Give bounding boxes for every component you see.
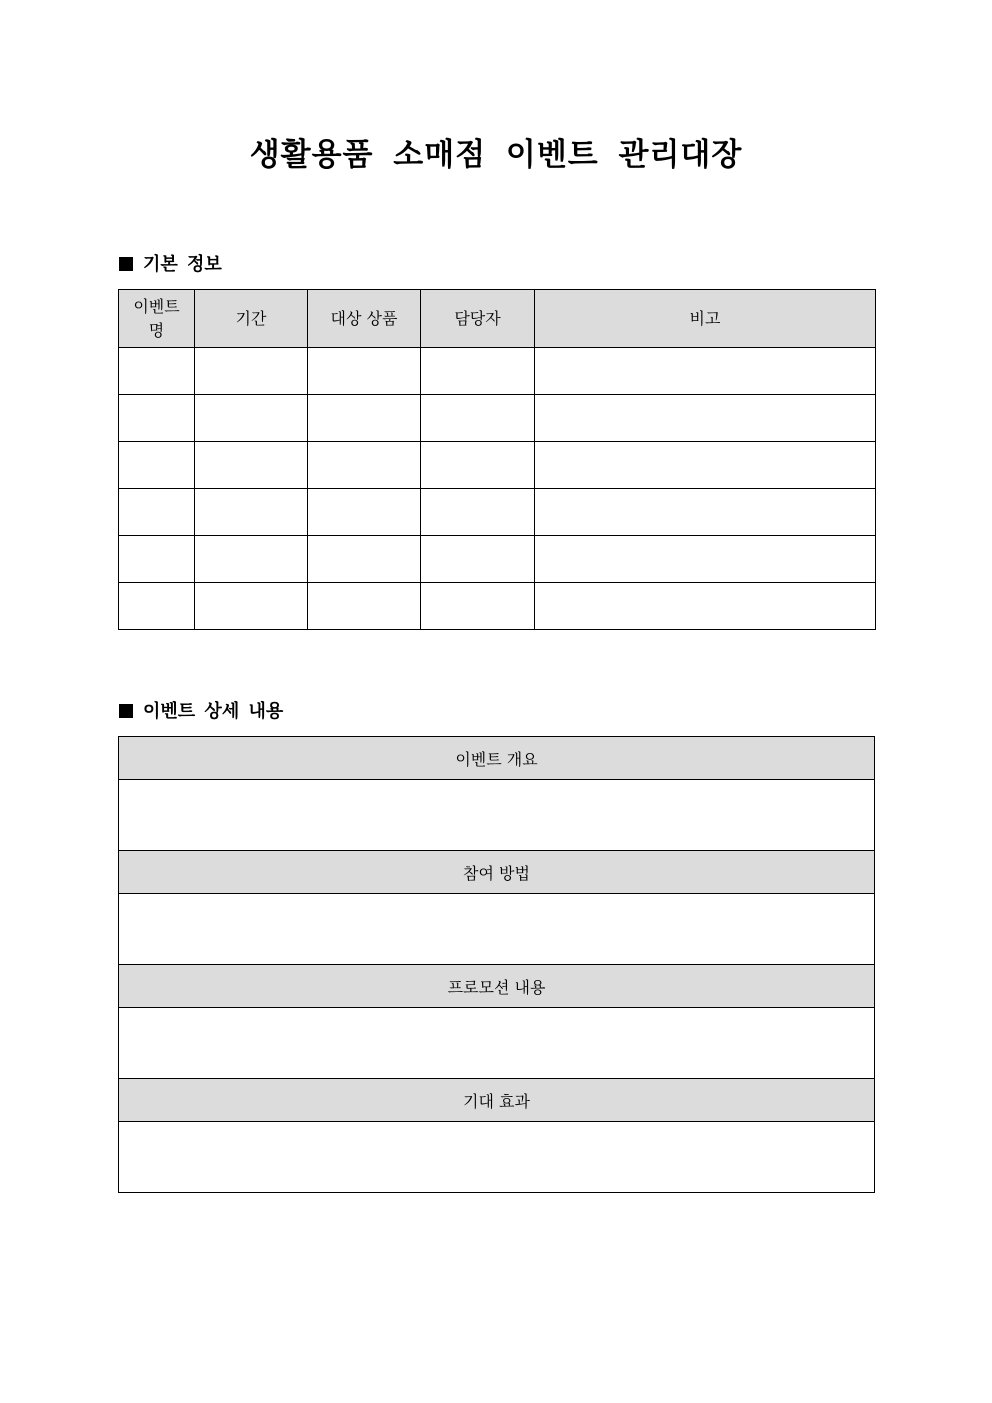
table-cell[interactable] [535,583,876,630]
section-content-row [119,1008,875,1079]
table-cell[interactable] [119,489,195,536]
section-header-participation-method: 참여 방법 [119,851,875,894]
event-overview-content[interactable] [119,780,875,851]
table-row [119,489,876,536]
table-cell[interactable] [195,395,308,442]
basic-info-heading [119,252,222,278]
section-content-row [119,894,875,965]
basic-info-table [118,289,876,630]
column-header-event-name: 이벤트 명 [119,290,195,348]
participation-method-content[interactable] [119,894,875,965]
table-cell[interactable] [195,583,308,630]
table-cell[interactable] [119,348,195,395]
section-header-promotion-content: 프로모션 내용 [119,965,875,1008]
event-detail-heading-label: 이벤트 상세 내용 [143,701,284,722]
table-cell[interactable] [308,442,421,489]
section-header-expected-effect: 기대 효과 [119,1079,875,1122]
expected-effect-content[interactable] [119,1122,875,1193]
event-detail-heading [119,699,283,725]
table-cell[interactable] [535,442,876,489]
table-cell[interactable] [421,583,535,630]
table-cell[interactable] [421,395,535,442]
table-cell[interactable] [308,583,421,630]
table-cell[interactable] [535,536,876,583]
basic-info-heading-label: 기본 정보 [143,254,222,275]
table-row [119,348,876,395]
table-cell[interactable] [195,348,308,395]
column-header-remarks: 비고 [535,290,876,348]
promotion-content[interactable] [119,1008,875,1079]
table-cell[interactable] [421,536,535,583]
section-header-row [119,965,875,1008]
table-cell[interactable] [421,442,535,489]
table-cell[interactable] [308,489,421,536]
square-bullet-icon [119,257,133,271]
table-header-row [119,290,876,348]
event-detail-table [118,736,875,1193]
table-cell[interactable] [119,442,195,489]
table-row [119,395,876,442]
table-cell[interactable] [308,348,421,395]
table-cell[interactable] [119,395,195,442]
table-cell[interactable] [119,536,195,583]
table-row [119,442,876,489]
table-cell[interactable] [535,348,876,395]
table-cell[interactable] [119,583,195,630]
table-row [119,583,876,630]
table-cell[interactable] [195,536,308,583]
table-cell[interactable] [308,536,421,583]
column-header-manager: 담당자 [421,290,535,348]
square-bullet-icon [119,704,133,718]
table-cell[interactable] [535,489,876,536]
table-cell[interactable] [421,489,535,536]
table-row [119,536,876,583]
table-cell[interactable] [195,489,308,536]
column-header-target-product: 대상 상품 [308,290,421,348]
section-header-row [119,851,875,894]
document-title: 생활용품 소매점 이벤트 관리대장 [249,137,743,173]
column-header-period: 기간 [195,290,308,348]
section-content-row [119,780,875,851]
table-cell[interactable] [195,442,308,489]
section-header-row [119,1079,875,1122]
section-header-event-overview: 이벤트 개요 [119,737,875,780]
section-content-row [119,1122,875,1193]
section-header-row [119,737,875,780]
table-cell[interactable] [421,348,535,395]
table-cell[interactable] [308,395,421,442]
table-cell[interactable] [535,395,876,442]
